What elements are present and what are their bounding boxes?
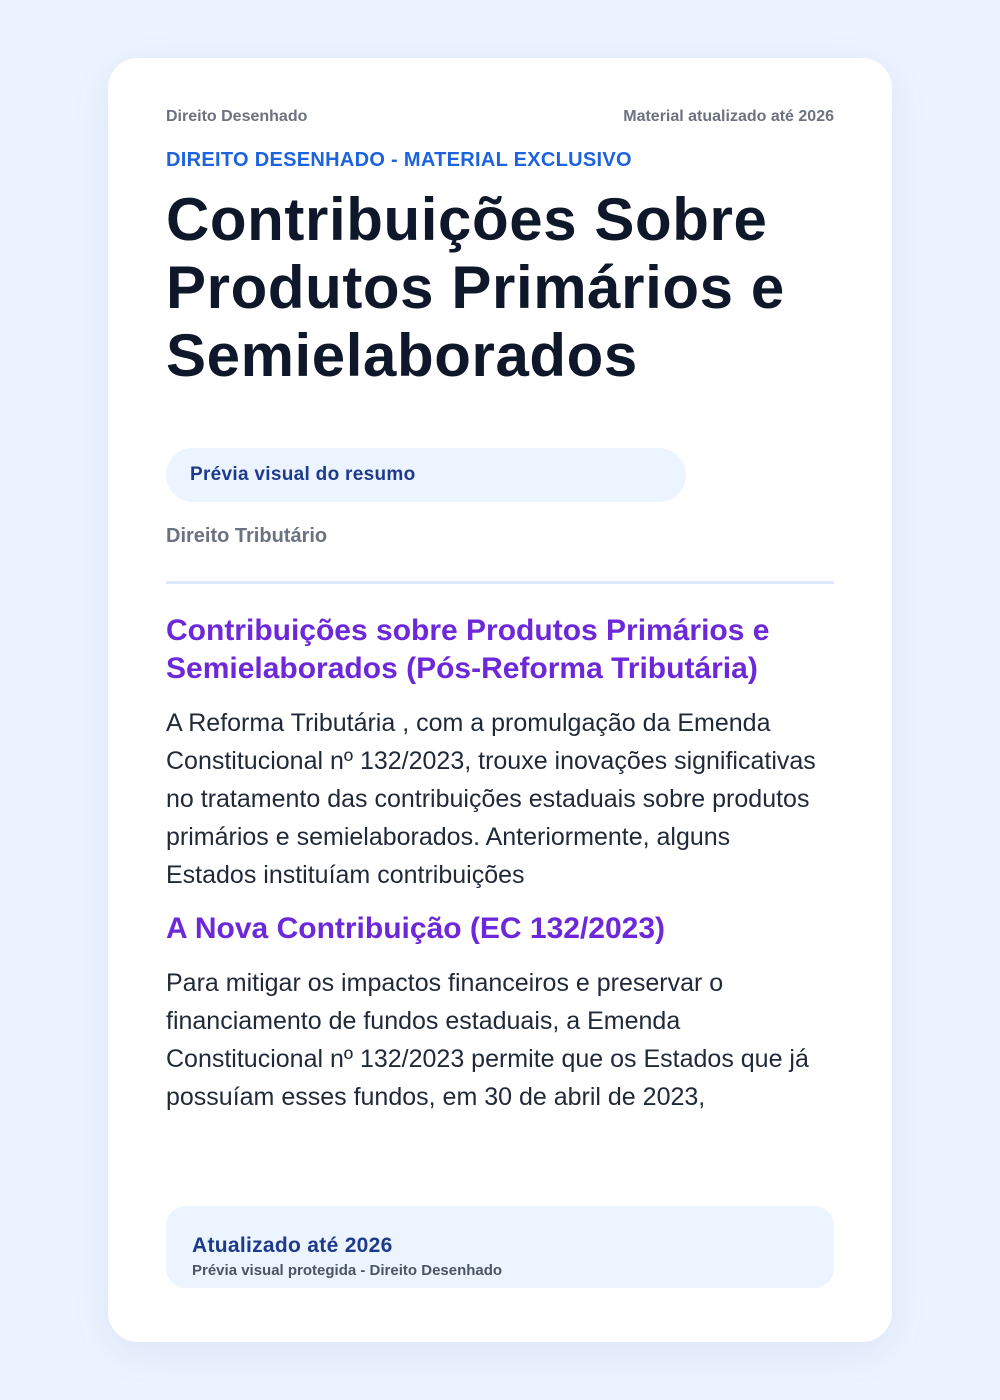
section-body: Para mitigar os impactos financeiros e preservar o financiamento de fundos estaduais, a Emenda Constitucional nº 132/2023 permite que os Estados que já possuíam esses fundos, em 30 de abril de 2023, bbox=[166, 969, 809, 1111]
section-heading: A Nova Contribuição (EC 132/2023) bbox=[166, 912, 666, 945]
preview-pill bbox=[166, 448, 686, 502]
section-heading: Contribuições sobre Produtos Primários e Semielaborados (Pós-Reforma Tributária) bbox=[166, 614, 770, 685]
section-body: A Reforma Tributária , com a promulgação da Emenda Constitucional nº 132/2023, trouxe inovações significativas no tratamento das contribuições estaduais sobre produtos primários e semielaborados. Anteriormente, alguns Estados instituíam contribuições bbox=[166, 709, 816, 889]
document-content bbox=[166, 58, 834, 1342]
divider bbox=[166, 581, 834, 584]
updated-note: Material atualizado até 2026 bbox=[623, 108, 834, 125]
page-title: Contribuições Sobre Produtos Primários e Semielaborados bbox=[166, 186, 785, 389]
brand-label: Direito Desenhado bbox=[166, 108, 308, 125]
top-bar bbox=[166, 108, 834, 126]
footer-title: Atualizado até 2026 bbox=[192, 1234, 393, 1257]
footer-subtitle: Prévia visual protegida - Direito Desenhado bbox=[192, 1262, 503, 1279]
document-card bbox=[108, 58, 892, 1342]
eyebrow-label: DIREITO DESENHADO - MATERIAL EXCLUSIVO bbox=[166, 149, 632, 171]
footer-box bbox=[166, 1206, 834, 1288]
preview-pill-label: Prévia visual do resumo bbox=[190, 464, 416, 485]
category-label: Direito Tributário bbox=[166, 525, 328, 547]
